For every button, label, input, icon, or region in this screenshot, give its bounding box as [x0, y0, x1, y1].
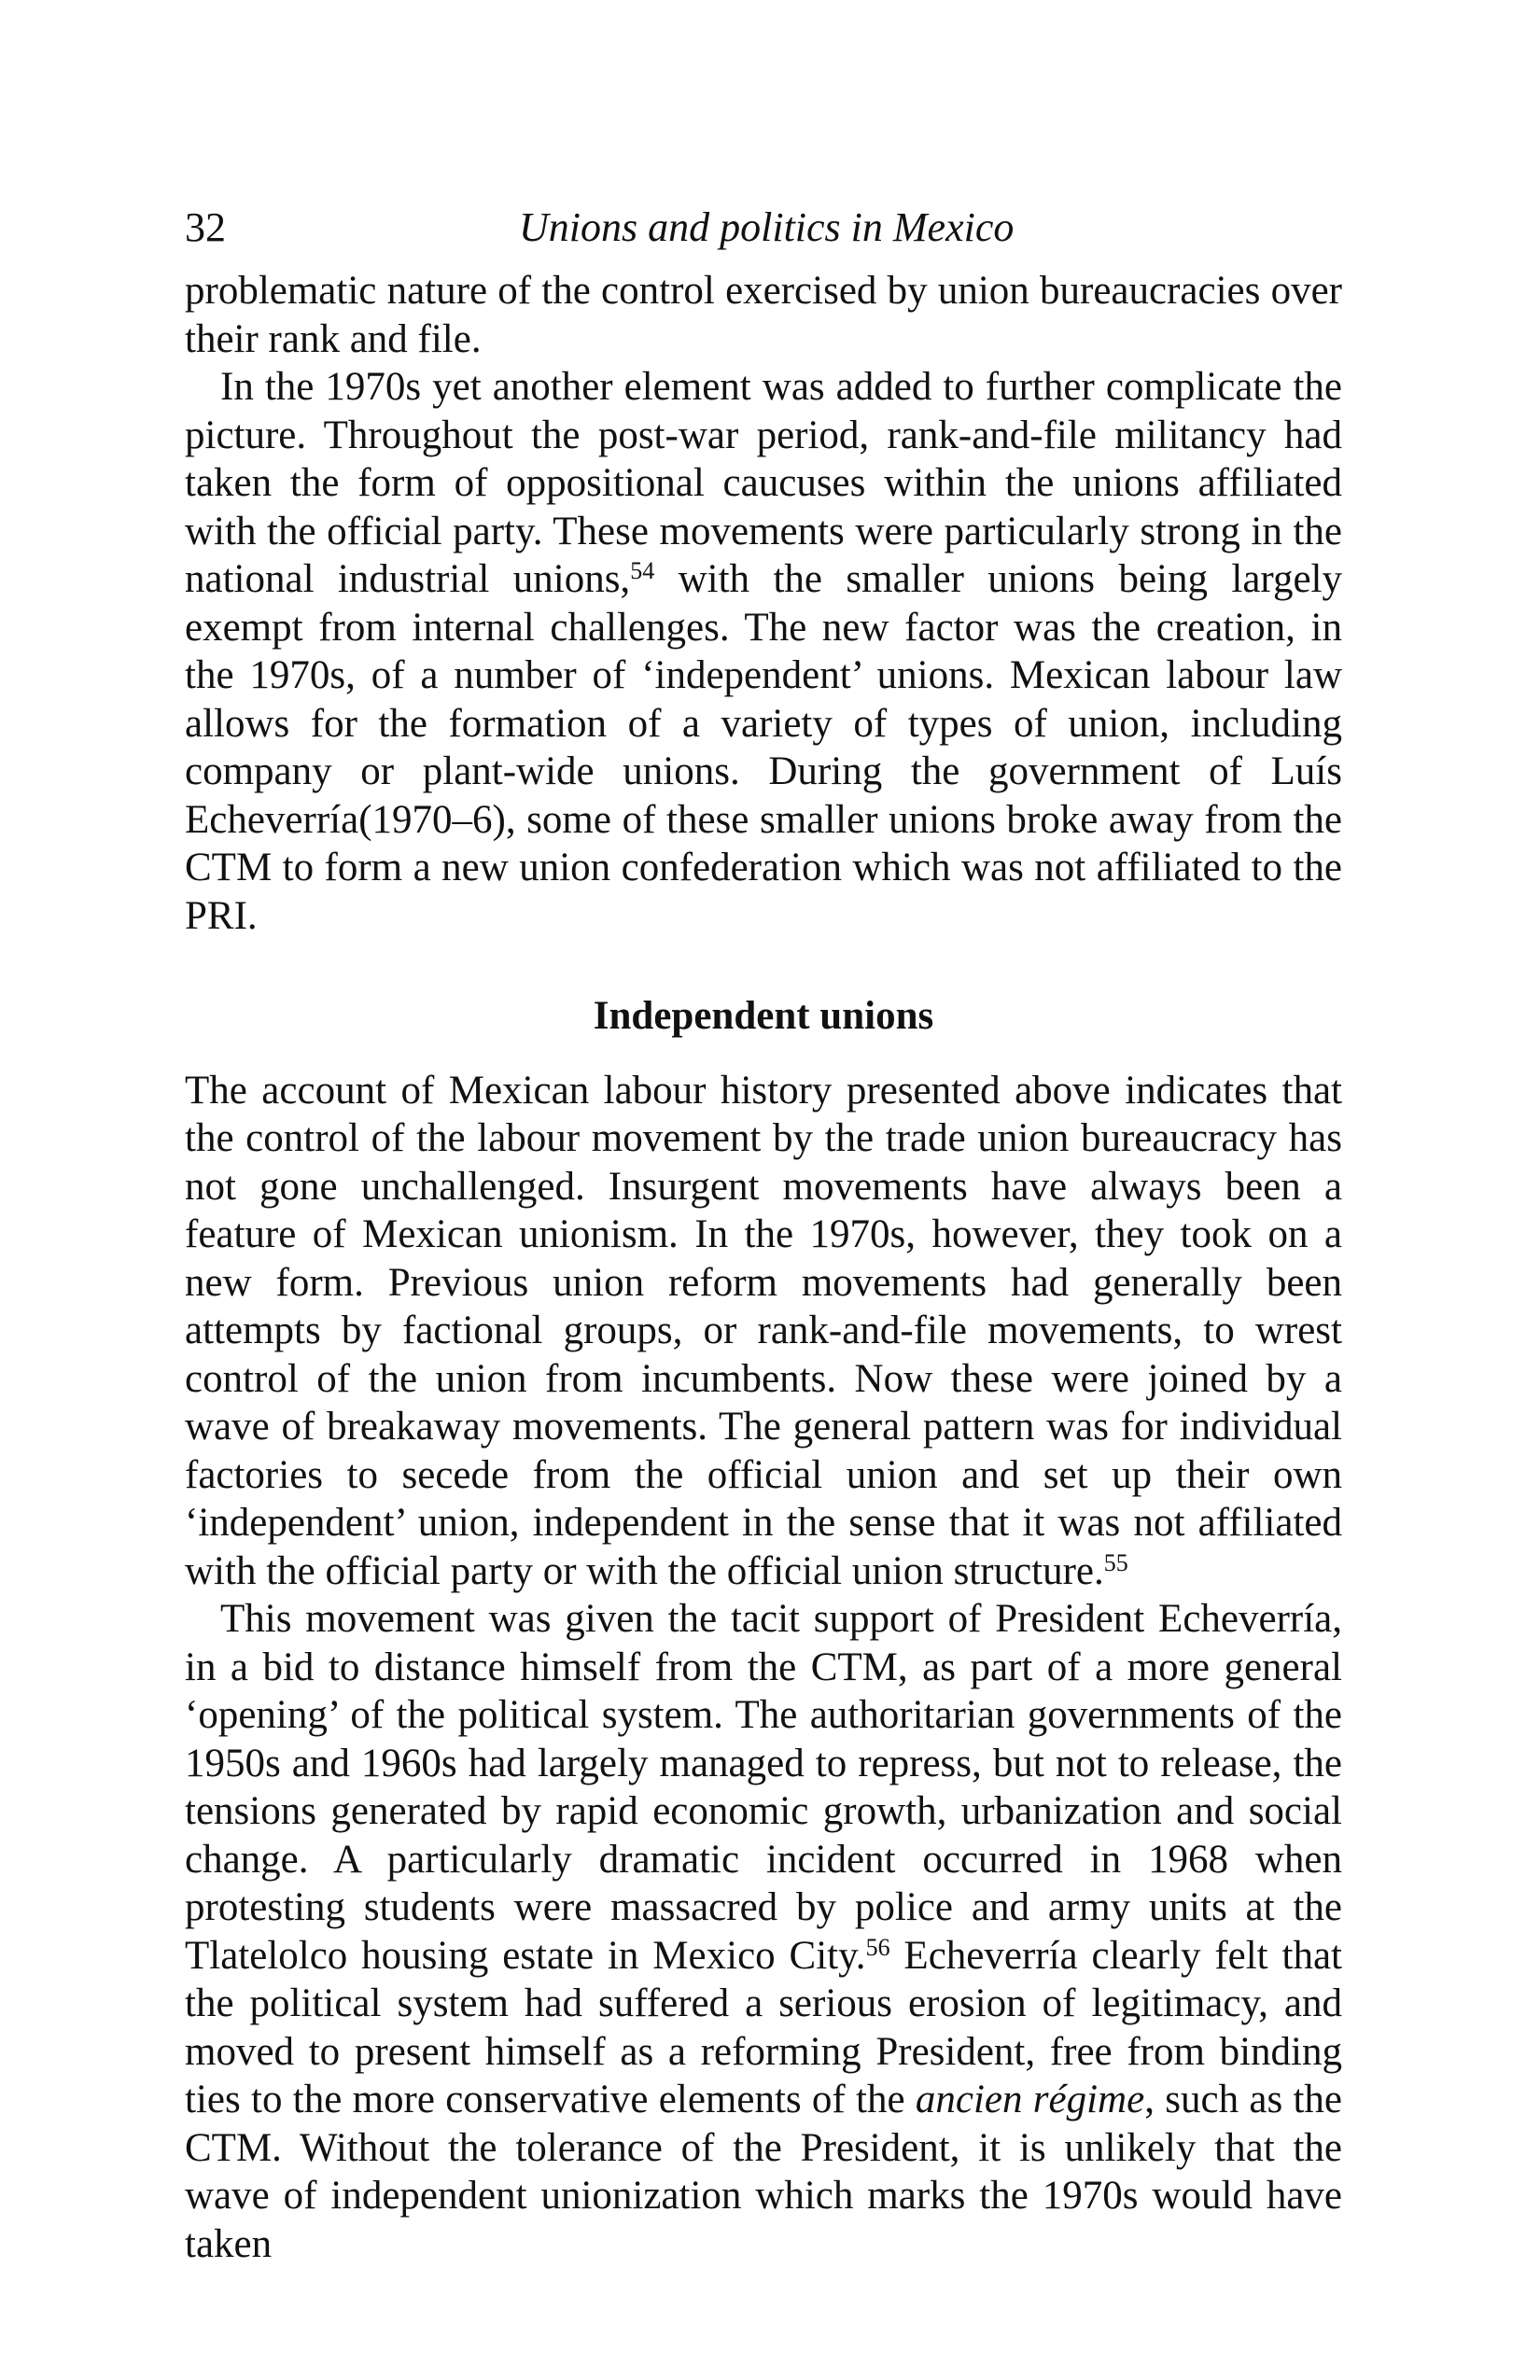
paragraph-echeverria	[185, 1595, 1342, 2268]
footnote-ref-54: 54	[630, 557, 655, 584]
paragraph-text: In the 1970s yet another element was added to further complicate the picture. Throughout the post-war period, rank-and-file militancy had taken the form of oppositional caucuses within the unions affiliated with the official party. These movements were particularly strong in the national industrial unions,	[185, 365, 1342, 601]
running-title: Unions and politics in Mexico	[519, 204, 1015, 250]
page-number: 32	[185, 204, 226, 250]
body-text	[185, 267, 1342, 2268]
paragraph-text: This movement was given the tacit support of President Echeverría, in a bid to distance himself from the CTM, as part of a more general ‘opening’ of the political system. The authoritarian governments of the 1950s and 1960s had largely managed to repress, but not to release, the tensions generated by rapid economic growth, urbanization and social change. A particularly dramatic incident occurred in 1968 when protesting students were massacred by police and army units at the Tlatelolco housing estate in Mexico City.	[185, 1597, 1342, 1978]
paragraph-text: , such as the CTM. Without the tolerance of the President, it is unlikely that the wave of independent unionization which marks the 1970s would have taken	[185, 2078, 1343, 2266]
paragraph-text: Echeverría clearly felt that the political system had suffered a serious erosion of legitimacy, and moved to present himself as a reforming President, free from binding ties to the more conservative elements of the	[185, 1933, 1342, 2121]
book-page	[185, 203, 1342, 2268]
paragraph-independent-unions	[185, 1067, 1342, 1596]
running-head	[185, 203, 1342, 259]
paragraph-text: problematic nature of the control exercised by union bureaucracies over their rank and file.	[185, 269, 1342, 361]
italic-phrase: ancien régime	[915, 2078, 1145, 2121]
paragraph-1970s	[185, 363, 1342, 940]
footnote-ref-56: 56	[865, 1933, 890, 1961]
section-heading: Independent unions	[593, 994, 934, 1038]
paragraph-text: The account of Mexican labour history presented above indicates that the control of the labour movement by the trade union bureaucracy has not gone unchallenged. Insurgent movements have always been a feature of Mexican unionism. In the 1970s, however, they took on a new form. Previous union reform movements had generally been attempts by factional groups, or rank-and-file movements, to wrest control of the union from incumbents. Now these were joined by a wave of breakaway movements. The general pattern was for individual factories to secede from the official union and set up their own ‘independent’ union, independent in the sense that it was not affiliated with the official party or with the official union structure.	[185, 1068, 1342, 1593]
footnote-ref-55: 55	[1103, 1548, 1128, 1576]
paragraph-text: with the smaller unions being largely exempt from internal challenges. The new factor was the creation, in the 1970s, of a number of ‘independent’ unions. Mexican labour law allows for the formation of a variety of types of union, including company or plant-wide unions. During the government of Luís Echeverría(1970–6), some of these smaller unions broke away from the CTM to form a new union confederation which was not affiliated to the PRI.	[185, 557, 1342, 938]
paragraph-continuation	[185, 267, 1342, 363]
